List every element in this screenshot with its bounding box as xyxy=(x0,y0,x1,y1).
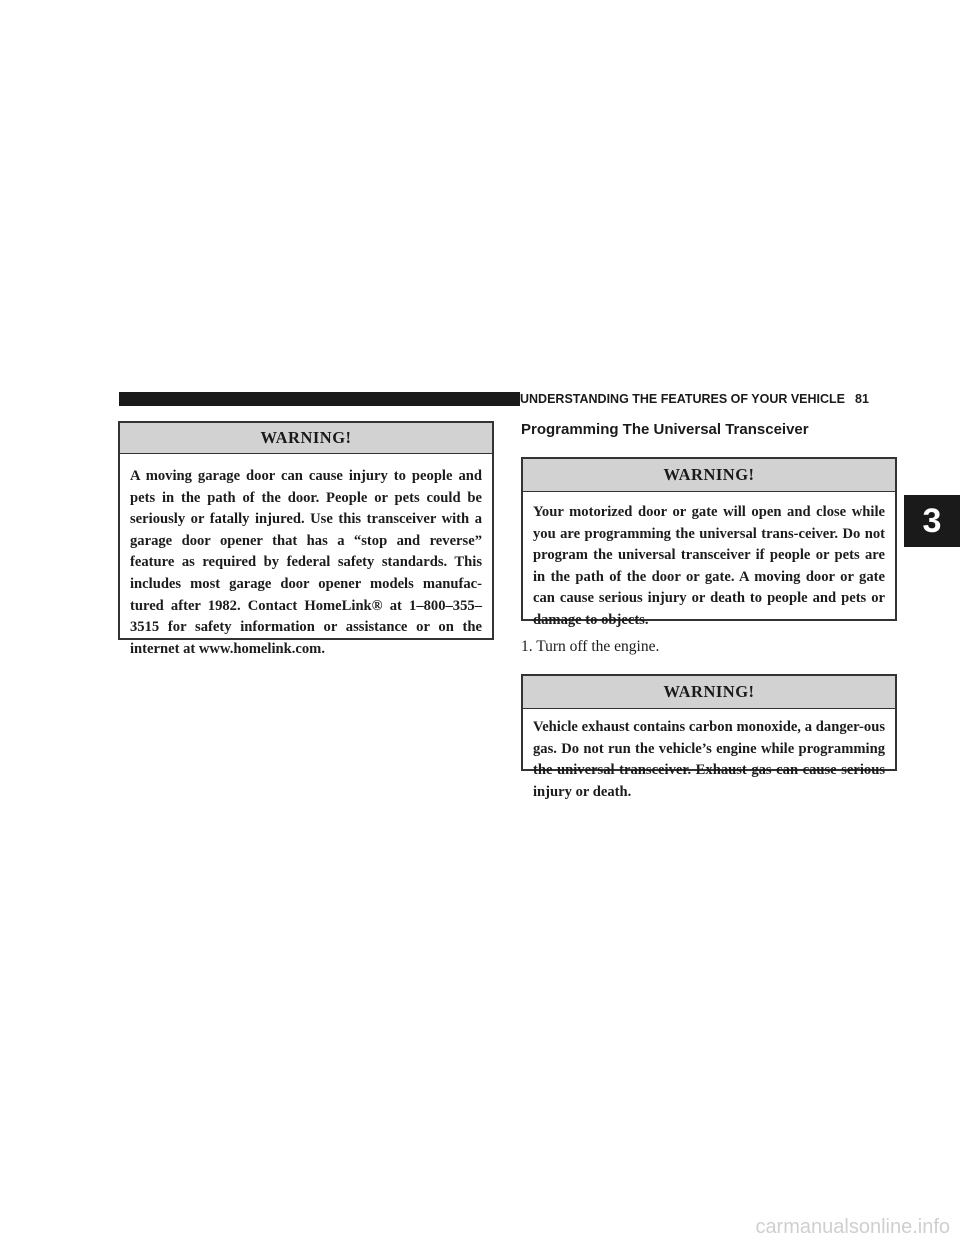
warning-title: WARNING! xyxy=(523,676,895,709)
step-1-text: 1. Turn off the engine. xyxy=(521,638,660,655)
running-header xyxy=(520,389,900,409)
chapter-tab: 3 xyxy=(904,495,960,547)
page-number: 81 xyxy=(855,392,869,406)
section-heading: Programming The Universal Transceiver xyxy=(521,421,809,438)
warning-text: Vehicle exhaust contains carbon monoxide, a danger-ous gas. Do not run the vehicle’s engine while programming the universal transceiver. Exhaust gas can cause serious injury or death. xyxy=(533,719,885,800)
garage-door-warning-box xyxy=(118,421,494,657)
warning-title: WARNING! xyxy=(523,459,895,492)
exhaust-warning-box xyxy=(521,674,897,800)
programming-warning-box xyxy=(521,457,897,628)
warning-text: A moving garage door can cause injury to people and pets in the path of the door. People or pets could be seriously or fatally injured. Use this transceiver with a garage door opener that has a “stop and reverse” feature as required by federal safety standards. This includes most garage door opener models manufac-tured after 1982. Contact HomeLink® at 1–800–355–3515 for safety information or assistance or on the internet at www.homelink.com. xyxy=(130,468,482,657)
warning-text: Your motorized door or gate will open and close while you are programming the universal trans-ceiver. Do not program the universal transceiver if people or pets are in the path of the door or gate. A moving door or gate can cause serious injury or death to people and pets or damage to objects. xyxy=(533,504,885,628)
warning-title: WARNING! xyxy=(120,423,492,454)
site-watermark: carmanualsonline.info xyxy=(755,1216,950,1238)
header-title: UNDERSTANDING THE FEATURES OF YOUR VEHICLE xyxy=(520,392,846,406)
